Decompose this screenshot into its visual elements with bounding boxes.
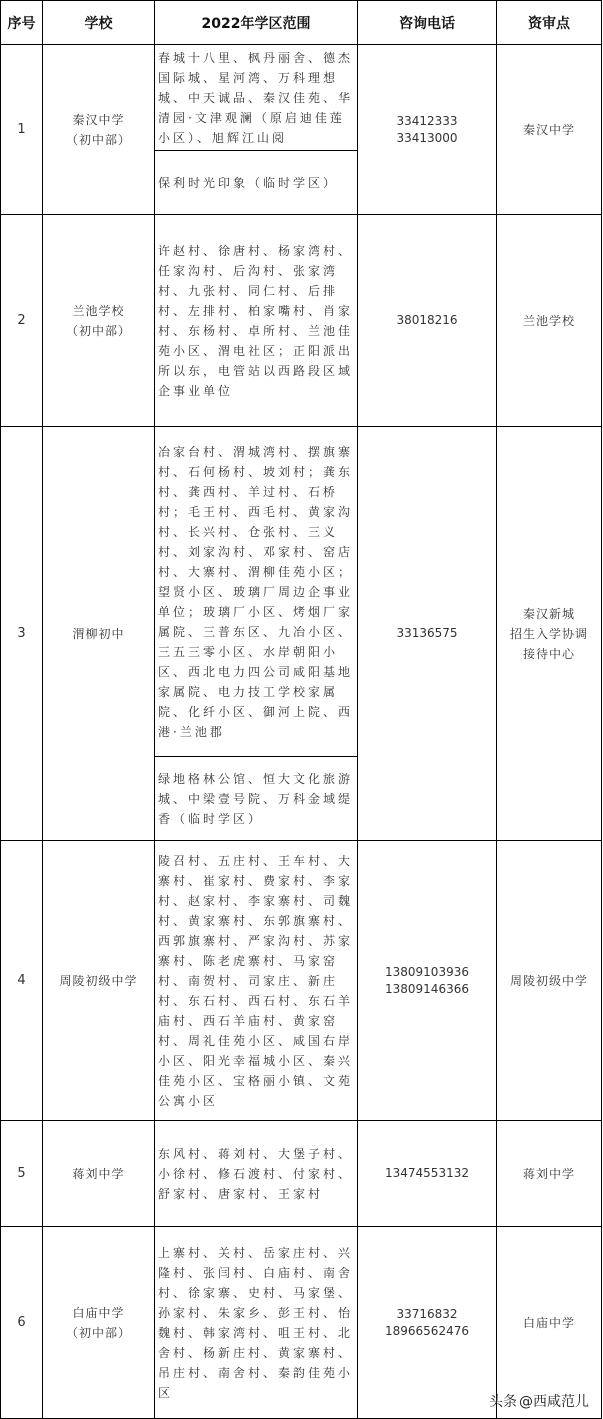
- phone-numbers: 33412333 33413000: [358, 45, 497, 215]
- row-number: 2: [1, 215, 43, 427]
- table-row: [1, 841, 602, 1121]
- phone-numbers: 33136575: [358, 427, 497, 841]
- row-number: 1: [1, 45, 43, 215]
- school-name: 周陵初级中学: [43, 841, 155, 1121]
- district-range: 冶家台村、渭城湾村、摆旗寨村、石何杨村、坡刘村；龚东村、龚西村、羊过村、石桥村；毛王村、西毛村、黄家沟村、长兴村、仓张村、三义村、刘家沟村、邓家村、窑店村、大寨村、渭柳佳苑小区；望贤小区、玻璃厂周边企事业单位；玻璃厂小区、烤烟厂家属院、三普东区、九冶小区、三五三零小区、水岸朝阳小区、西北电力四公司咸阳基地家属院、电力技工学校家属院、化纤小区、御河上院、西港·兰池郡: [155, 427, 358, 757]
- table-row: [1, 1227, 602, 1419]
- row-number: 4: [1, 841, 43, 1121]
- header-review-point: 资审点: [497, 1, 602, 45]
- table-row: [1, 427, 602, 757]
- school-name: 渭柳初中: [43, 427, 155, 841]
- table-row: [1, 1121, 602, 1227]
- school-name: 秦汉中学 （初中部）: [43, 45, 155, 215]
- watermark-account: @西咸范儿: [519, 1394, 589, 1410]
- review-point: 蒋刘中学: [497, 1121, 602, 1227]
- school-name: 白庙中学 （初中部）: [43, 1227, 155, 1419]
- district-range: 东风村、蒋刘村、大堡子村、小徐村、修石渡村、付家村、舒家村、唐家村、王家村: [155, 1121, 358, 1227]
- header-school: 学校: [43, 1, 155, 45]
- row-number: 6: [1, 1227, 43, 1419]
- temporary-district-range: 保利时光印象（临时学区）: [155, 151, 358, 215]
- district-range: 春城十八里、枫丹丽舍、德杰国际城、星河湾、万科理想城、中天诚品、秦汉佳苑、华清园·文津观澜（原启迪佳莲小区）、旭辉江山阅: [155, 45, 358, 151]
- phone-numbers: 13809103936 13809146366: [358, 841, 497, 1121]
- review-point: 白庙中学: [497, 1227, 602, 1419]
- row-number: 3: [1, 427, 43, 841]
- table-row: [1, 45, 602, 151]
- district-range: 上寨村、关村、岳家庄村、兴隆村、张闫村、白庙村、南舍村、徐家寨、史村、马家堡、孙家村、朱家乡、彭王村、怡魏村、韩家湾村、咀王村、北舍村、杨新庄村、黄家寨村、吊庄村、南舍村、秦韵佳苑小区: [155, 1227, 358, 1419]
- temporary-district-range: 绿地格林公馆、恒大文化旅游城、中梁壹号院、万科金域缇香（临时学区）: [155, 757, 358, 841]
- watermark-platform: 头条: [489, 1394, 517, 1410]
- header-row: [1, 1, 602, 45]
- header-no: 序号: [1, 1, 43, 45]
- phone-numbers: 38018216: [358, 215, 497, 427]
- row-number: 5: [1, 1121, 43, 1227]
- phone-numbers: 13474553132: [358, 1121, 497, 1227]
- review-point: 兰池学校: [497, 215, 602, 427]
- header-phone: 咨询电话: [358, 1, 497, 45]
- review-point: 周陵初级中学: [497, 841, 602, 1121]
- district-range: 许赵村、徐唐村、杨家湾村、任家沟村、后沟村、张家湾村、九张村、同仁村、后排村、左排村、柏家嘴村、肖家村、东杨村、卓所村、兰池佳苑小区、渭电社区；正阳派出所以东，电管站以西路段区域企事业单位: [155, 215, 358, 427]
- district-range: 陵召村、五庄村、王车村、大寨村、崔家村、费家村、李家村、赵家村、李家寨村、司魏村、黄家寨村、东郭旗寨村、西郭旗寨村、严家沟村、苏家寨村、陈老虎寨村、马家窑村、南贺村、司家庄、新庄村、东石村、西石村、东石羊庙村、西石羊庙村、黄家窑村、周礼佳苑小区、咸国右岸小区、阳光幸福城小区、秦兴佳苑小区、宝格丽小镇、文苑公寓小区: [155, 841, 358, 1121]
- school-name: 兰池学校 （初中部）: [43, 215, 155, 427]
- watermark: [489, 1391, 589, 1411]
- school-name: 蒋刘中学: [43, 1121, 155, 1227]
- phone-numbers: 33716832 18966562476: [358, 1227, 497, 1419]
- table-row: [1, 215, 602, 427]
- review-point: 秦汉中学: [497, 45, 602, 215]
- review-point: 秦汉新城 招生入学协调 接待中心: [497, 427, 602, 841]
- header-district-range: 2022年学区范围: [155, 1, 358, 45]
